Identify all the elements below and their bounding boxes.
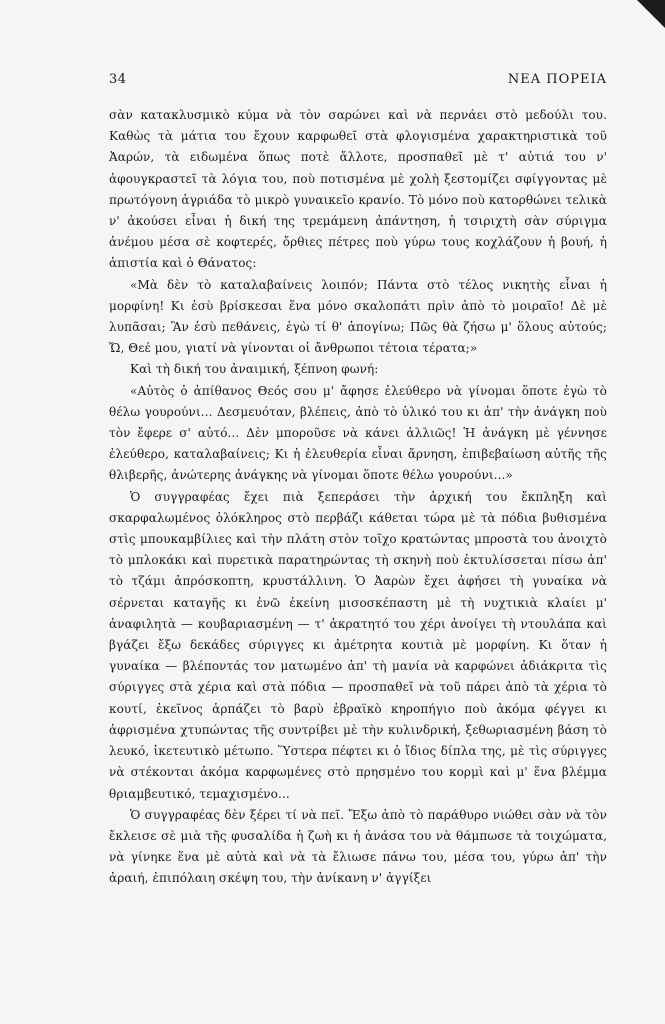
- scan-corner-mark: [637, 0, 665, 28]
- paragraph-2: «Μὰ δὲν τὸ καταλαβαίνεις λοιπόν; Πάντα στὸ τέλος νικητὴς εἶναι ἡ μορφίνη! Κι ἐσὺ βρίσκεσαι ἕνα μόνο σκαλοπάτι πρὶν ἀπὸ τὸ μοιραῖο! Δὲ μὲ λυπᾶσαι; Ἂν ἐσὺ πεθάνεις, ἐγὼ τί θ' ἀπογίνω; Πῶς θὰ ζήσω μ' ὅλους αὐτούς; Ὤ, Θεέ μου, γιατί νὰ γίνονται οἱ ἄνθρωποι τέτοια τέρατα;»: [109, 277, 607, 356]
- running-title: ΝΕΑ ΠΟΡΕΙΑ: [507, 72, 607, 87]
- body-text: [109, 105, 607, 890]
- page-header: [109, 72, 607, 94]
- paragraph-5: Ὁ συγγραφέας ἔχει πιὰ ξεπεράσει τὴν ἀρχική του ἔκπληξη καὶ σκαρφαλωμένος ὁλόκληρος στὸ περβάζι κάθεται τώρα μὲ τὰ πόδια βυθισμένα στὶς μπουκαμβίλιες καὶ τὴν πλάτη στὸν τοῖχο κρατώντας μπροστὰ του ἀνοιχτὸ τὸ μπλοκάκι καὶ πυρετικὰ παρατηρώντας τὴ σκηνὴ ποὺ ἐκτυλίσσεται πίσω ἀπ' τὸ τζάμι ἀπρόσκοπτη, κρυστάλλινη. Ὁ Ἀαρὼν ἔχει ἀφήσει τὴ γυναίκα νὰ σέρνεται καταγῆς κι ἐνῶ ἐκείνη μισοσκέπαστη μὲ τὴ νυχτικιὰ κλαίει μ' ἀναφιλητὰ — κουβαριασμένη — τ' ἀκρατητό του χέρι ἀνοίγει τὴ ντουλάπα καὶ βγάζει ἔξω δεκάδες σύριγγες κι ἀμέτρητα κουτιὰ μὲ μορφίνη. Κι ὅταν ἡ γυναίκα — βλέποντάς τον ματωμένο ἀπ' τὴ μανία νὰ καρφώνει ἀδιάκριτα τὶς σύριγγες στὰ χέρια καὶ στὰ πόδια — προσπαθεῖ νὰ τοῦ πάρει ἀπὸ τὰ χέρια τὸ κουτί, ἐκεῖνος ἁρπάζει τὸ βαρὺ ἑβραϊκὸ κηροπήγιο ποὺ ἀκόμα φέγγει κι ἀφρισμένα χτυπώντας τῆς συντρίβει μὲ τὴν κυλινδρική, ξεθωριασμένη βάση τὸ λευκό, ἱκετευτικὸ μέτωπο. Ὕστερα πέφτει κι ὁ ἴδιος δίπλα της, μὲ τὶς σύριγγες νὰ στέκονται ἀκόμα καρφωμένες στὸ πρησμένο του κορμὶ καὶ μ' ἕνα βλέμμα θριαμβευτικό, τεμαχισμένο...: [109, 489, 607, 801]
- paragraph-4: «Αὐτὸς ὁ ἀπίθανος Θεός σου μ' ἄφησε ἐλεύθερο νὰ γίνομαι ὅποτε ἐγὼ τὸ θέλω γουρούνι... Δεσμευόταν, βλέπεις, ἀπὸ τὸ ὑλικό του κι ἀπ' τὴν ἀνάγκη ποὺ τὸν ἔφερε σ' αὐτό... Δὲν μποροῦσε νὰ κάνει ἀλλιῶς! Ἡ ἀνάγκη μὲ γέννησε ἐλεύθερο, καταλαβαίνεις; Κι ἡ ἐλευθερία εἶναι ἄρνηση, ἐπιβεβαίωση αὐτῆς τῆς θλιβερῆς, ἀνώτερης ἀνάγκης νὰ γίνομαι ὅποτε θέλω γουρούνι...»: [109, 383, 607, 483]
- paragraph-6: Ὁ συγγραφέας δὲν ξέρει τί νὰ πεῖ. Ἔξω ἀπὸ τὸ παράθυρο νιώθει σὰν νὰ τὸν ἔκλεισε σὲ μιὰ τῆς φυσαλίδα ἡ ζωὴ κι ἡ ἀνάσα του νὰ θάμπωσε τὰ τοιχώματα, νὰ γίνηκε ἕνα μὲ αὐτὰ καὶ νὰ τὰ ἔλιωσε πάνω του, μέσα του, γύρω ἀπ' τὴν ἀραιή, ἐπιπόλαιη σκέψη του, τὴν ἀνίκανη ν' ἀγγίξει: [109, 807, 607, 886]
- paragraph-3: Καὶ τὴ δική του ἀναιμική, ξέπνοη φωνή:: [130, 362, 379, 377]
- paragraph-1: σὰν κατακλυσμικὸ κύμα νὰ τὸν σαρώνει καὶ νὰ περνάει στὸ μεδούλι του. Καθὼς τὰ μάτια του ἔχουν καρφωθεῖ στὰ φλογισμένα χαρακτηριστικὰ τοῦ Ἀαρών, τὰ ειδωμένα ὅπως ποτὲ ἄλλοτε, προσπαθεῖ μὲ τ' αὐτιά του ν' ἀφουγκραστεῖ τὰ λόγια του, ποὺ ποτισμένα μὲ χολὴ ξεστομίζει σφίγγοντας μὲ πρωτόγονη ἀγριάδα τὸ μικρὸ γυναικεῖο κρανίο. Τὸ μόνο ποὺ κατορθώνει τελικὰ ν' ἀκούσει εἶναι ἡ δική της τρεμάμενη ἀπάντηση, ἡ τσιριχτὴ σὰν σύριγμα ἀνέμου μέσα σὲ κοφτερές, ὄρθιες πέτρες ποὺ γύρω τους κοχλάζουν ἡ βουή, ἡ ἀπιστία καὶ ὁ Θάνατος:: [109, 108, 607, 271]
- page-number: 34: [109, 72, 127, 87]
